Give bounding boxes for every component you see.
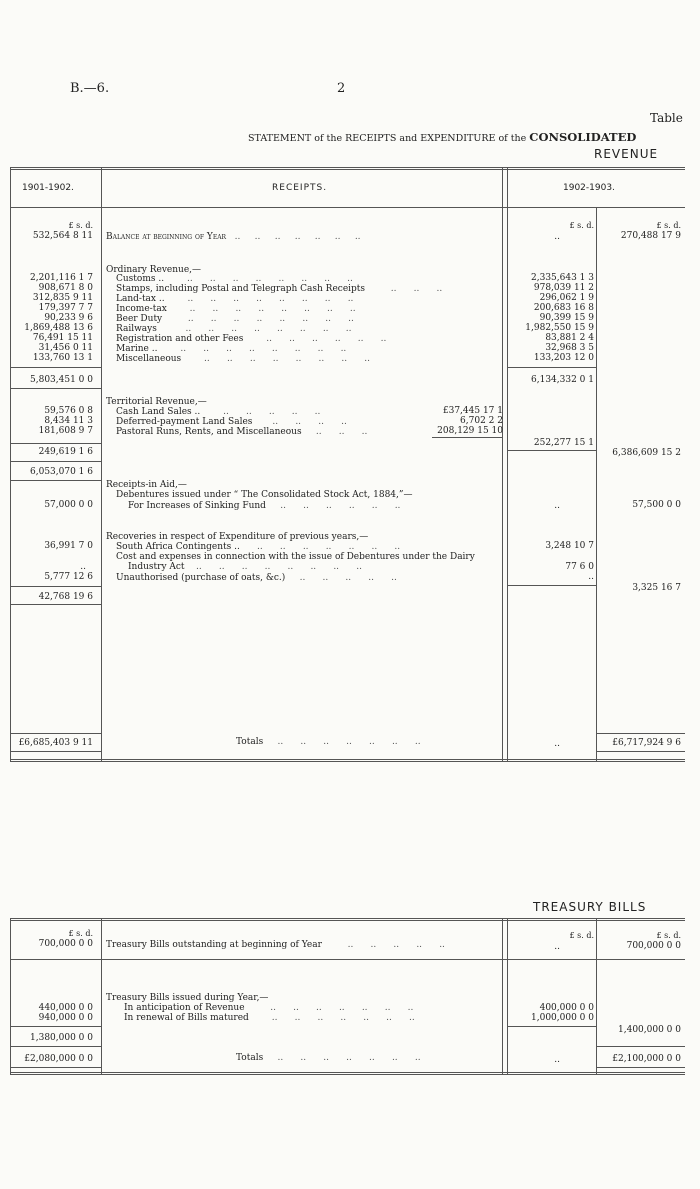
recov-label-0: South Africa Contingents .. .. .. .. .. .. .. .. (116, 542, 401, 552)
currency-prev: £ s. d. (68, 221, 93, 230)
territorial-prev-0: 59,576 0 8 (44, 406, 93, 416)
aid-prev: 57,000 0 0 (44, 500, 93, 510)
totals-curr: £6,717,924 9 6 (612, 738, 681, 748)
recov-prev-2: .. (80, 562, 86, 572)
ordinary-prev-4: 90,233 9 6 (44, 313, 93, 323)
treasury-totals-curr-dots: .. (554, 1055, 560, 1065)
ordinary-prev-0: 2,201,116 1 7 (30, 273, 93, 283)
totals-curr-dots: .. (554, 739, 560, 749)
ordinary-curr-8: 133,203 12 0 (533, 353, 594, 363)
treasury-title: TREASURY BILLS (533, 900, 647, 914)
col-header-curr-year: 1902-1903. (563, 183, 615, 193)
territorial-inner-0: £37,445 17 1 (442, 406, 503, 416)
doc-reference: B.—6. (70, 81, 110, 96)
currency-curr-2: £ s. d. (656, 221, 681, 230)
issued-heading: Treasury Bills issued during Year,— (106, 993, 269, 1003)
revenue-total-curr: 6,386,609 15 2 (612, 448, 681, 458)
outstanding-label: Treasury Bills outstanding at beginning of Year .. .. .. .. .. (106, 940, 445, 950)
ordinary-curr-2: 296,062 1 9 (539, 293, 594, 303)
treasury-totals-label: Totals .. .. .. .. .. .. .. (236, 1053, 421, 1063)
balance-prev: 532,564 8 11 (32, 231, 93, 241)
ordinary-prev-5: 1,869,488 13 6 (24, 323, 93, 333)
table-label: Table (650, 111, 683, 125)
recov-curr-3: .. (588, 572, 594, 582)
outstanding-curr: 700,000 0 0 (626, 941, 681, 951)
ordinary-prev-3: 179,397 7 7 (38, 303, 93, 313)
ordinary-total-curr: 6,134,332 0 1 (531, 375, 594, 385)
balance-curr: 270,488 17 9 (620, 231, 681, 241)
recov-total-prev: 42,768 19 6 (38, 592, 93, 602)
treasury-currency-curr-2: £ s. d. (656, 931, 681, 940)
recov-label-3: Unauthorised (purchase of oats, &c.) .. .. .. .. .. (116, 573, 397, 583)
ordinary-label-6: Registration and other Fees .. .. .. .. .. .. (116, 334, 387, 344)
recov-curr-0: 3,248 10 7 (545, 541, 594, 551)
ordinary-label-8: Miscellaneous .. .. .. .. .. .. .. .. (116, 354, 370, 364)
recov-label-1: Cost and expenses in connection with the issue of Debentures under the Dairy (116, 552, 475, 562)
fund-name: REVENUE (594, 147, 659, 161)
balance-curr-dots: .. (554, 232, 560, 242)
territorial-prev-1: 8,434 11 3 (44, 416, 93, 426)
table-top-rule (10, 167, 685, 168)
ordinary-prev-8: 133,760 13 1 (32, 353, 93, 363)
ordinary-total-prev: 5,803,451 0 0 (30, 375, 93, 385)
recov-total-curr: 3,325 16 7 (632, 583, 681, 593)
header-bottom-rule (10, 207, 685, 208)
ordinary-label-0: Customs .. .. .. .. .. .. .. .. .. (116, 274, 353, 284)
territorial-inner-1: 6,702 2 2 (460, 416, 503, 426)
totals-prev: £6,685,403 9 11 (18, 738, 93, 748)
ordinary-prev-2: 312,835 9 11 (32, 293, 93, 303)
recov-prev-3: 5,777 12 6 (44, 572, 93, 582)
col-header-prev-year: 1901-1902. (22, 183, 74, 193)
territorial-label-0: Cash Land Sales .. .. .. .. .. .. (116, 407, 321, 417)
ordinary-curr-1: 978,039 11 2 (533, 283, 594, 293)
totals-label: Totals .. .. .. .. .. .. .. (236, 737, 421, 747)
issued-label-0: In anticipation of Revenue .. .. .. .. .. .. .. (124, 1003, 414, 1013)
aid-curr-dots: .. (554, 501, 560, 511)
recov-label-2: Industry Act .. .. .. .. .. .. .. .. (128, 562, 362, 572)
statement-prefix: STATEMENT of the RECEIPTS and EXPENDITURE of the (248, 133, 527, 144)
issued-curr-1: 1,000,000 0 0 (531, 1013, 594, 1023)
issued-label-1: In renewal of Bills matured .. .. .. .. .. .. .. (124, 1013, 415, 1023)
aid-heading: Receipts-in Aid,— (106, 480, 187, 490)
treasury-totals-curr: £2,100,000 0 0 (612, 1054, 681, 1064)
treasury-currency-curr-1: £ s. d. (569, 931, 594, 940)
ordinary-label-5: Railways .. .. .. .. .. .. .. .. (116, 324, 352, 334)
territorial-prev-2: 181,608 9 7 (38, 426, 93, 436)
ordinary-prev-6: 76,491 15 11 (32, 333, 93, 343)
territorial-label-2: Pastoral Runs, Rents, and Miscellaneous .. .. .. (116, 427, 368, 437)
ordinary-curr-4: 90,399 15 9 (539, 313, 594, 323)
territorial-total-prev: 249,619 1 6 (38, 447, 93, 457)
aid-sub: Debentures issued under “ The Consolidated Stock Act, 1884,”— (116, 490, 413, 500)
page-number: 2 (337, 81, 346, 96)
treasury-totals-prev: £2,080,000 0 0 (24, 1054, 93, 1064)
territorial-label-1: Deferred-payment Land Sales .. .. .. .. (116, 417, 347, 427)
territorial-total-curr: 252,277 15 1 (533, 438, 594, 448)
ordinary-label-3: Income-tax .. .. .. .. .. .. .. .. (116, 304, 356, 314)
balance-label: Balance at beginning of Year .. .. .. .. .. .. .. (106, 232, 361, 242)
ordinary-label-4: Beer Duty .. .. .. .. .. .. .. .. (116, 314, 354, 324)
col-header-receipts: RECEIPTS. (272, 183, 328, 193)
issued-total-prev: 1,380,000 0 0 (30, 1033, 93, 1043)
statement-bold: CONSOLIDATED (529, 130, 637, 144)
issued-curr-0: 400,000 0 0 (539, 1003, 594, 1013)
ordinary-label-2: Land-tax .. .. .. .. .. .. .. .. .. (116, 294, 354, 304)
ordinary-curr-7: 32,968 3 5 (545, 343, 594, 353)
recov-curr-2: 77 6 0 (565, 562, 594, 572)
outstanding-curr-dots: .. (554, 942, 560, 952)
ordinary-label-1: Stamps, including Postal and Telegraph Cash Receipts .. .. .. (116, 284, 443, 294)
issued-prev-1: 940,000 0 0 (38, 1013, 93, 1023)
territorial-heading: Territorial Revenue,— (106, 397, 207, 407)
statement-title (248, 130, 636, 144)
ordinary-heading: Ordinary Revenue,— (106, 265, 202, 275)
issued-prev-0: 440,000 0 0 (38, 1003, 93, 1013)
ordinary-curr-5: 1,982,550 15 9 (525, 323, 594, 333)
aid-item: For Increases of Sinking Fund .. .. .. .. .. .. (128, 501, 401, 511)
ordinary-prev-1: 908,671 8 0 (38, 283, 93, 293)
ordinary-curr-0: 2,335,643 1 3 (531, 273, 594, 283)
subtotal-prev: 6,053,070 1 6 (30, 467, 93, 477)
ordinary-curr-3: 200,683 16 8 (533, 303, 594, 313)
recov-heading: Recoveries in respect of Expenditure of previous years,— (106, 532, 369, 542)
aid-curr: 57,500 0 0 (632, 500, 681, 510)
recov-prev-0: 36,991 7 0 (44, 541, 93, 551)
ordinary-curr-6: 83,881 2 4 (545, 333, 594, 343)
issued-total-curr: 1,400,000 0 0 (618, 1025, 681, 1035)
currency-curr-1: £ s. d. (569, 221, 594, 230)
treasury-currency-prev: £ s. d. (68, 929, 93, 938)
ordinary-label-7: Marine .. .. .. .. .. .. .. .. .. (116, 344, 347, 354)
territorial-inner-2: 208,129 15 10 (437, 426, 503, 436)
outstanding-prev: 700,000 0 0 (38, 939, 93, 949)
ordinary-prev-7: 31,456 0 11 (38, 343, 93, 353)
